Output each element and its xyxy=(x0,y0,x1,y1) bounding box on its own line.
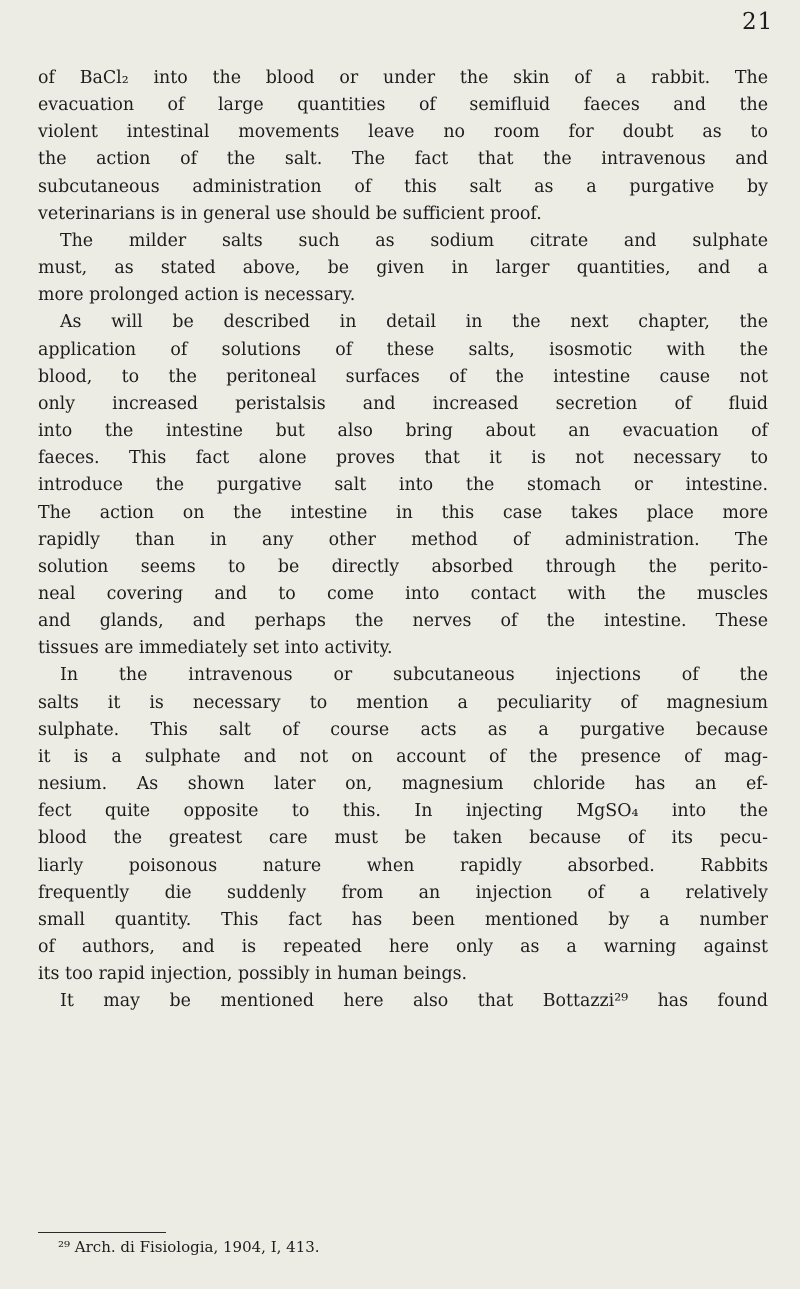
text-line: The milder salts such as sodium citrate and sulphate xyxy=(60,230,768,251)
text-line: of BaCl₂ into the blood or under the skin of a rabbit. The xyxy=(38,68,768,88)
text-line: In the intravenous or subcutaneous injections of the xyxy=(60,665,768,686)
footnote-rule xyxy=(38,1232,166,1233)
text-line: small quantity. This fact has been mentioned by a number xyxy=(38,909,768,930)
text-line: must, as stated above, be given in larger quantities, and a xyxy=(38,258,768,279)
text-line: subcutaneous administration of this salt as a purgative by xyxy=(38,176,768,197)
text-line: blood, to the peritoneal surfaces of the intestine cause not xyxy=(38,366,768,387)
page-number: 21 xyxy=(742,9,774,35)
text-line: neal covering and to come into contact with the muscles xyxy=(38,583,768,604)
text-line: nesium. As shown later on, magnesium chloride has an ef- xyxy=(38,774,768,795)
text-line: As will be described in detail in the next chapter, the xyxy=(60,312,768,333)
text-line: application of solutions of these salts, isosmotic with the xyxy=(38,339,768,360)
text-line: The action on the intestine in this case takes place more xyxy=(38,502,768,523)
text-line: only increased peristalsis and increased secretion of fluid xyxy=(38,393,768,414)
text-line: veterinarians is in general use should be sufficient proof. xyxy=(38,203,542,224)
text-line: it is a sulphate and not on account of the presence of mag- xyxy=(38,746,768,767)
text-line: solution seems to be directly absorbed through the perito- xyxy=(38,556,768,577)
footnote: ²⁹ Arch. di Fisiologia, 1904, I, 413. xyxy=(58,1238,320,1256)
text-line: It may be mentioned here also that Bottazzi²⁹ has found xyxy=(60,991,768,1012)
text-line: sulphate. This salt of course acts as a purgative because xyxy=(38,719,768,740)
text-line: rapidly than in any other method of administration. The xyxy=(38,529,768,550)
text-line: fect quite opposite to this. In injecting MgSO₄ into the xyxy=(38,801,768,822)
text-line: frequently die suddenly from an injection of a relatively xyxy=(38,882,768,903)
text-line: violent intestinal movements leave no room for doubt as to xyxy=(38,122,768,143)
text-line: liarly poisonous nature when rapidly absorbed. Rabbits xyxy=(38,855,768,876)
text-line: the action of the salt. The fact that the intravenous and xyxy=(38,149,768,170)
text-line: introduce the purgative salt into the stomach or intestine. xyxy=(38,475,768,496)
text-line: its too rapid injection, possibly in human beings. xyxy=(38,964,468,985)
text-line: faeces. This fact alone proves that it is not necessary to xyxy=(38,448,768,469)
text-line: tissues are immediately set into activity. xyxy=(38,638,393,659)
text-line: blood the greatest care must be taken because of its pecu- xyxy=(38,828,768,849)
text-line: evacuation of large quantities of semifluid faeces and the xyxy=(38,95,768,116)
text-line: and glands, and perhaps the nerves of the intestine. These xyxy=(38,611,768,632)
text-line: salts it is necessary to mention a peculiarity of magnesium xyxy=(38,692,768,713)
text-line: of authors, and is repeated here only as a warning against xyxy=(38,937,768,957)
text-line: into the intestine but also bring about an evacuation of xyxy=(38,421,768,442)
body-text xyxy=(38,65,768,1015)
text-line: more prolonged action is necessary. xyxy=(38,285,356,306)
